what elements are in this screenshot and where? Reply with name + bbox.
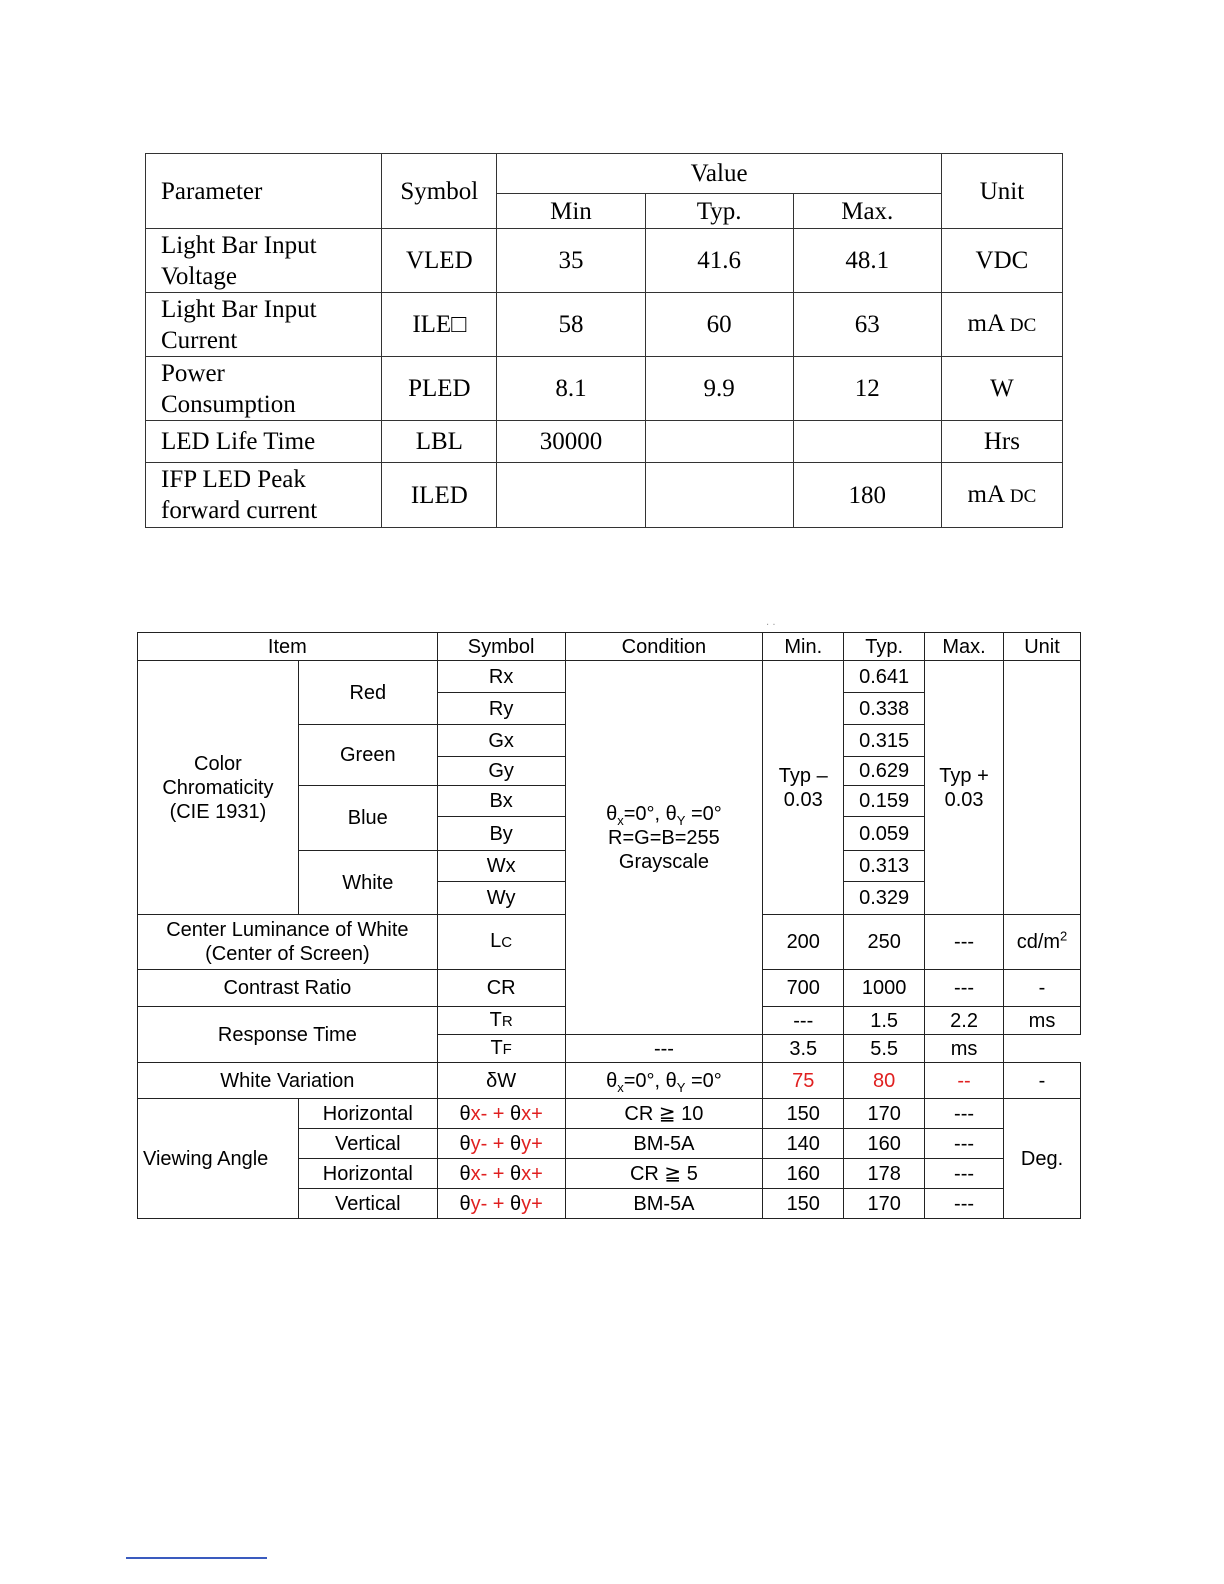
- contrast-label: Contrast Ratio: [138, 970, 438, 1007]
- typ-cell: 80: [844, 1063, 925, 1099]
- condition-cell: BM-5A: [565, 1129, 763, 1159]
- condition-cell: BM-5A: [565, 1189, 763, 1219]
- min-cell: ---: [763, 1007, 844, 1035]
- max-cell: 2.2: [925, 1007, 1004, 1035]
- color-chromaticity-label: Color Chromaticity (CIE 1931): [138, 661, 299, 915]
- typ-cell: 160: [844, 1129, 925, 1159]
- symbol-cell: θy- + θy+: [437, 1189, 565, 1219]
- symbol-cell: TR: [437, 1007, 565, 1035]
- max-cell: 12: [793, 357, 941, 421]
- unit-cell: Hrs: [941, 421, 1062, 463]
- parameter-cell: Power Consumption: [146, 357, 382, 421]
- max-cell: 5.5: [844, 1035, 925, 1063]
- parameter-cell: Light Bar Input Voltage: [146, 229, 382, 293]
- symbol-cell: ILED: [382, 463, 497, 528]
- symbol-cell: VLED: [382, 229, 497, 293]
- header-unit: Unit: [1004, 633, 1081, 661]
- min-cell: 35: [497, 229, 645, 293]
- min-cell: 150: [763, 1189, 844, 1219]
- symbol-cell: LBL: [382, 421, 497, 463]
- typ-cell: 0.159: [844, 786, 925, 817]
- typ-cell: [645, 421, 793, 463]
- max-cell: ---: [925, 915, 1004, 970]
- unit-cell: ms: [1004, 1007, 1081, 1035]
- min-cell: 75: [763, 1063, 844, 1099]
- optical-table: [137, 632, 1081, 1219]
- max-cell: ---: [925, 1159, 1004, 1189]
- typ-cell: 250: [844, 915, 925, 970]
- min-cell: 160: [763, 1159, 844, 1189]
- symbol-cell: PLED: [382, 357, 497, 421]
- typ-cell: 0.641: [844, 661, 925, 693]
- symbol-cell: Wx: [437, 851, 565, 882]
- typ-cell: 1000: [844, 970, 925, 1007]
- artifact-dots: · ·: [766, 620, 776, 631]
- symbol-cell: By: [437, 817, 565, 851]
- symbol-cell: θx- + θx+: [437, 1099, 565, 1129]
- condition-cell: $\theta_x=0^\circ$, $\theta_Y =0^\circ$ R=G=B=255 Grayscale: [565, 661, 763, 1035]
- symbol-cell: δW: [437, 1063, 565, 1099]
- parameter-cell: LED Life Time: [146, 421, 382, 463]
- group-white: White: [298, 851, 437, 915]
- unit-cell: VDC: [941, 229, 1062, 293]
- symbol-cell: Bx: [437, 786, 565, 817]
- max-cell: --: [925, 1063, 1004, 1099]
- min-cell: 58: [497, 293, 645, 357]
- unit-cell: mA DC: [941, 463, 1062, 528]
- min-cell: 200: [763, 915, 844, 970]
- typ-cell: 9.9: [645, 357, 793, 421]
- table-row: [146, 357, 1063, 421]
- min-cell: 30000: [497, 421, 645, 463]
- typ-cell: 0.338: [844, 693, 925, 725]
- table-row: [146, 229, 1063, 293]
- typ-cell: 0.315: [844, 725, 925, 757]
- typ-cell: 1.5: [844, 1007, 925, 1035]
- direction-cell: Horizontal: [298, 1159, 437, 1189]
- header-unit: Unit: [941, 154, 1062, 229]
- max-cell: 180: [793, 463, 941, 528]
- color-min-cell: Typ – 0.03: [763, 661, 844, 915]
- table-row: [138, 1099, 1081, 1129]
- typ-cell: 170: [844, 1189, 925, 1219]
- parameter-cell: IFP LED Peak forward current: [146, 463, 382, 528]
- viewing-angle-label: Viewing Angle: [138, 1099, 299, 1219]
- table-row: [138, 1063, 1081, 1099]
- response-label: Response Time: [138, 1007, 438, 1063]
- table-row: [146, 463, 1063, 528]
- header-value: Value: [497, 154, 941, 194]
- min-cell: 140: [763, 1129, 844, 1159]
- unit-cell: $cd/m^2$: [1004, 915, 1081, 970]
- color-unit-cell: [1004, 661, 1081, 915]
- unit-cell: mA DC: [941, 293, 1062, 357]
- max-cell: 63: [793, 293, 941, 357]
- symbol-cell: CR: [437, 970, 565, 1007]
- symbol-cell: TF: [437, 1035, 565, 1063]
- condition-cell: CR ≧ 10: [565, 1099, 763, 1129]
- unit-cell: -: [1004, 970, 1081, 1007]
- header-max: Max.: [925, 633, 1004, 661]
- footnote-separator: [126, 1557, 267, 1559]
- group-green: Green: [298, 725, 437, 786]
- min-cell: 150: [763, 1099, 844, 1129]
- min-cell: [497, 463, 645, 528]
- typ-cell: 0.059: [844, 817, 925, 851]
- symbol-cell: θx- + θx+: [437, 1159, 565, 1189]
- max-cell: [793, 421, 941, 463]
- min-cell: 700: [763, 970, 844, 1007]
- symbol-cell: Gy: [437, 757, 565, 786]
- symbol-cell: Wy: [437, 882, 565, 915]
- typ-cell: 60: [645, 293, 793, 357]
- header-symbol: Symbol: [382, 154, 497, 229]
- typ-cell: 170: [844, 1099, 925, 1129]
- header-condition: Condition: [565, 633, 763, 661]
- white-variation-label: White Variation: [138, 1063, 438, 1099]
- symbol-cell: Rx: [437, 661, 565, 693]
- max-cell: ---: [925, 1189, 1004, 1219]
- min-cell: 8.1: [497, 357, 645, 421]
- header-max: Max.: [793, 194, 941, 229]
- symbol-cell: LC: [437, 915, 565, 970]
- group-blue: Blue: [298, 786, 437, 851]
- typ-cell: 3.5: [763, 1035, 844, 1063]
- parameter-cell: Light Bar Input Current: [146, 293, 382, 357]
- header-symbol: Symbol: [437, 633, 565, 661]
- typ-cell: 0.313: [844, 851, 925, 882]
- unit-cell: W: [941, 357, 1062, 421]
- max-cell: 48.1: [793, 229, 941, 293]
- header-min: Min: [497, 194, 645, 229]
- group-red: Red: [298, 661, 437, 725]
- typ-cell: 0.629: [844, 757, 925, 786]
- max-cell: ---: [925, 970, 1004, 1007]
- max-cell: ---: [925, 1099, 1004, 1129]
- direction-cell: Vertical: [298, 1189, 437, 1219]
- min-cell: ---: [565, 1035, 763, 1063]
- symbol-cell: ILE□: [382, 293, 497, 357]
- condition-cell: CR ≧ 5: [565, 1159, 763, 1189]
- symbol-cell: Gx: [437, 725, 565, 757]
- direction-cell: Horizontal: [298, 1099, 437, 1129]
- table-row: [146, 421, 1063, 463]
- typ-cell: 0.329: [844, 882, 925, 915]
- viewing-unit-cell: Deg.: [1004, 1099, 1081, 1219]
- luminance-label: Center Luminance of White (Center of Screen): [138, 915, 438, 970]
- header-typ: Typ.: [844, 633, 925, 661]
- backlight-table: [145, 153, 1063, 528]
- direction-cell: Vertical: [298, 1129, 437, 1159]
- header-parameter: Parameter: [146, 154, 382, 229]
- color-max-cell: Typ + 0.03: [925, 661, 1004, 915]
- typ-cell: [645, 463, 793, 528]
- header-item: Item: [138, 633, 438, 661]
- unit-cell: ms: [925, 1035, 1004, 1063]
- unit-cell: -: [1004, 1063, 1081, 1099]
- symbol-cell: Ry: [437, 693, 565, 725]
- max-cell: ---: [925, 1129, 1004, 1159]
- symbol-cell: θy- + θy+: [437, 1129, 565, 1159]
- header-min: Min.: [763, 633, 844, 661]
- typ-cell: 178: [844, 1159, 925, 1189]
- typ-cell: 41.6: [645, 229, 793, 293]
- table-row: [146, 293, 1063, 357]
- header-typ: Typ.: [645, 194, 793, 229]
- condition-cell: $\theta_x=0^\circ$, $\theta_Y =0^\circ$: [565, 1063, 763, 1099]
